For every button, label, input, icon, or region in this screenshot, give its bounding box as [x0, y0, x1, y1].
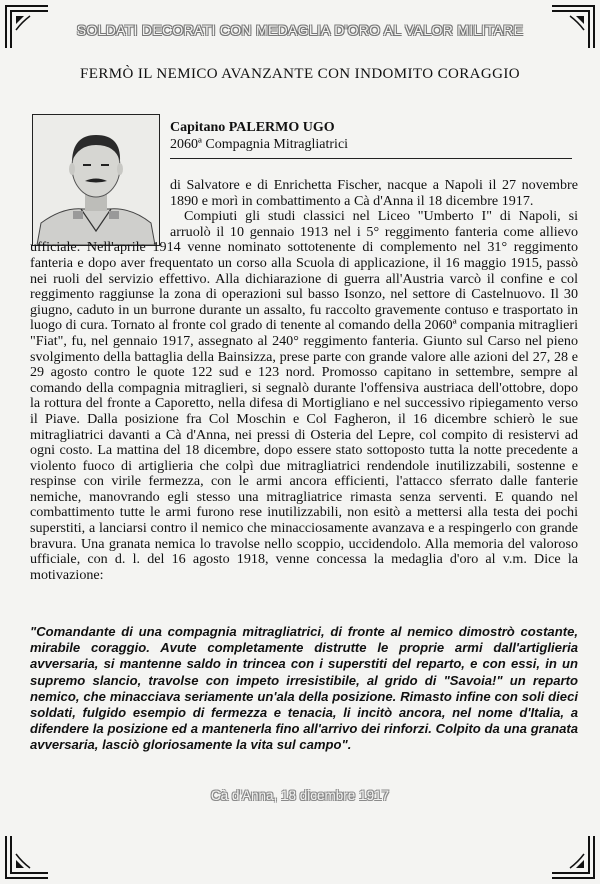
soldier-name: Capitano PALERMO UGO	[170, 120, 335, 135]
ornamental-corner-icon	[550, 834, 596, 880]
ornamental-corner-icon	[550, 4, 596, 50]
biography-paragraph: Compiuti gli studi classici nel Liceo "Umberto I" di Napoli, si arruolò il 10 gennaio 1913 nel i 5° reggimento fanteria come allievo ufficiale. Nell'aprile 1914 venne nominato sottotenente di complemento nel 31° reggimento fanteria e dopo aver frequentato un corso alla Scuola di applicazione, il 16 maggio 1915, passò nei ruoli del servizio effettivo. Alla dichiarazione di guerra all'Austria varcò il confine e col reggimento raggiunse la zona di operazioni sul basso Isonzo, nel settore di Castelnuovo. Il 30 giugno, caduto in un burrone durante un assalto, fu raccolto gravemente contuso e trasportato in luogo di cura. Tornato al fronte col grado di tenente al comando della 2060ª compania mitraglieri "Fiat", fu, nel gennaio 1917, assegnato al 240° reggimento fanteria. Giunto sul Carso nel pieno svolgimento della battaglia della Bainsizza, prese parte con grande valore alle azioni del 27, 28 e 29 agosto contro le quote 122 sud e 123 nord. Promosso capitano in settembre, sempre al comando della compagnia mitraglieri, si segnalò durante l'offensiva austriaca dell'ottobre, dopo la rottura del fronte a Caporetto, nella difesa di Mortigliano e nel successivo ripiegamento verso il Piave. Dalla posizione fra Col Moschin e Col Fagheron, il 16 dicembre schierò le sue mitragliatrici davanti a Cà d'Anna, nei pressi di Osteria del Lepre, col compito di resistervi ad ogni costo. La mattina del 18 dicembre, dopo essere stato sottoposto tutta la notte precedente a violento fuoco di artiglieria che colpì due mitragliatrici rendendole inutilizzabili, sostenne e respinse con virile fermezza, con le armi ancora efficienti, l'attacco sferrato dalle fanterie nemiche, manovrando egli stesso una mitragliatrice rimasta senza serventi. E quando nel combattimento tutte le armi furono rese inutilizzabili, non esitò a mettersi alla testa dei pochi superstiti, a lanciarsi contro il nemico che minacciosamente avanzava e a respingerlo con grande bravura. Una granata nemica lo travolse nello scoppio, uccidendolo. Alla memoria del valoroso ufficiale, con d. l. del 16 agosto 1918, venne concessa la medaglia d'oro al v.m. Dice la motivazione:	[30, 208, 578, 583]
divider	[170, 158, 572, 159]
page-subtitle: FERMÒ IL NEMICO AVANZANTE CON INDOMITO CORAGGIO	[80, 66, 520, 82]
page-header: SOLDATI DECORATI CON MEDAGLIA D'ORO AL VALOR MILITARE	[76, 22, 524, 38]
biography-paragraph: di Salvatore e di Enrichetta Fischer, nacque a Napoli il 27 novembre 1890 e morì in combattimento a Cà d'Anna il 18 dicembre 1917.	[170, 177, 578, 209]
place-date: Cà d'Anna, 18 dicembre 1917	[210, 788, 390, 803]
soldier-info	[170, 120, 572, 153]
soldier-unit: 2060ª Compagnia Mitragliatrici	[170, 137, 349, 152]
ornamental-corner-icon	[4, 4, 50, 50]
portrait-spacer	[30, 178, 170, 232]
medal-citation: "Comandante di una compagnia mitragliatrici, di fronte al nemico dimostrò costante, mirabile coraggio. Avute completamente distrutte le proprie armi dall'artiglieria avversaria, si mantenne saldo in trincea con i superstiti del reparto, e con essi, in un supremo slancio, travolse con impeto irresistibile, al grido di "Savoia!" un reparto nemico, che minacciava seriamente un'ala della posizione. Rimasto infine con soli dieci soldati, fulgido esempio di fermezza e tenacia, li incitò ancora, nel nome d'Italia, a difendere la posizione ed a mantenerla fino all'arrivo dei rinforzi. Colpito da una granata avversaria, lasciò gloriosamente la vita sul campo".	[30, 624, 578, 753]
biography-text	[30, 178, 578, 583]
ornamental-corner-icon	[4, 834, 50, 880]
